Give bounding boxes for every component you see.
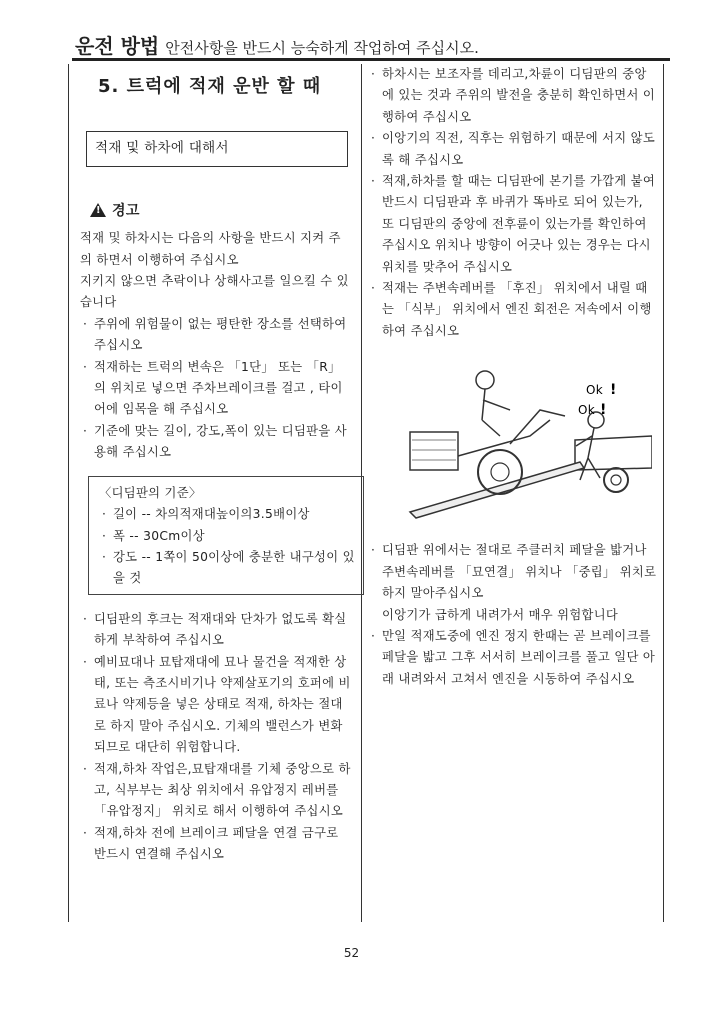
- page-header: [75, 30, 675, 58]
- right-bullet: · 적재,하차를 할 때는 디딤판에 본기를 가깝게 붙여 반드시 디딤판과 후 바퀴가 똑바로 되어 있는가, 또 디딤판의 중앙에 전후륜이 있는가를 확인하여 주십시오 위치나 방향이 어긋나 있는 경우는 다시 위치를 맞추어 주십시오: [368, 171, 658, 278]
- ok-label: Ok: [578, 403, 595, 418]
- right-bullet-note: 이앙기가 급하게 내려가서 매우 위험합니다: [382, 607, 619, 622]
- warning-triangle-icon: !: [90, 203, 106, 217]
- plank-standard-item: · 길이 -- 차의적재대높이의3.5배이상: [99, 504, 355, 525]
- section-subtitle-box: 적재 및 하차에 대해서: [86, 131, 348, 166]
- section-title: 5. 트럭에 적재 운반 할 때: [98, 76, 322, 97]
- plank-standard-item: · 폭 -- 30Cm이상: [99, 526, 355, 547]
- warning-bullet: · 주위에 위험물이 없는 평탄한 장소를 선택하여 주십시오: [80, 314, 352, 357]
- left-bullet: · 디딤판의 후크는 적재대와 단차가 없도록 확실하게 부착하여 주십시오: [80, 609, 352, 652]
- right-bullet: · 이앙기의 직전, 직후는 위험하기 때문에 서지 않도록 해 주십시오: [368, 128, 658, 171]
- header-title: 운전 방법: [75, 34, 160, 58]
- warning-intro-1: 적재 및 하차시는 다음의 사항을 반드시 지켜 주의 하면서 이행하여 주십시오: [80, 231, 341, 267]
- left-column: [80, 76, 355, 866]
- warning-bullet: · 적재하는 트럭의 변속은 「1단」 또는 「R」의 위치로 넣으면 주차브레이크를 걸고 , 타이어에 임목을 해 주십시오: [80, 357, 352, 421]
- warning-heading: [90, 201, 352, 222]
- plank-standard-item: · 강도 -- 1쪽이 50이상에 충분한 내구성이 있을 것: [99, 547, 355, 590]
- right-bullet: · 하차시는 보조자를 데리고,차륜이 디딤판의 중앙에 있는 것과 주위의 발전을 충분히 확인하면서 이행하여 주십시오: [368, 64, 658, 128]
- right-bullet: · 디딤판 위에서는 절대로 주클러치 페달을 밟거나 주변속레버를 「묘연결」 위치나 「중립」 위치로 하지 말아주십시오: [368, 540, 658, 604]
- right-bullet: · 만일 적재도중에 엔진 정지 한때는 곧 브레이크를 페달을 밟고 그후 서서히 브레이크를 풀고 일단 아래 내려와서 고쳐서 엔진을 시동하여 주십시오: [368, 626, 658, 690]
- right-margin-rule: [663, 64, 664, 922]
- plank-standard-title: 〈디딤판의 기준〉: [99, 485, 202, 500]
- loading-illustration: [390, 350, 652, 526]
- right-column: [368, 64, 658, 690]
- left-margin-rule: [68, 64, 69, 922]
- left-bullet: · 적재,하차 전에 브레이크 페달을 연결 금구로 반드시 연결해 주십시오: [80, 823, 352, 866]
- header-subtitle: 안전사항을 반드시 능숙하게 작업하여 주십시오.: [165, 39, 479, 57]
- plank-standard-box: [88, 476, 364, 595]
- ok-label: Ok: [586, 383, 603, 398]
- right-bullet: · 적재는 주변속레버를 「후진」 위치에서 내릴 때는 「식부」 위치에서 엔진 회전은 저속에서 이행하여 주십시오: [368, 278, 658, 342]
- exclamation-icon: !: [600, 402, 607, 419]
- warning-label: 경고: [112, 202, 140, 219]
- left-bullet: · 예비묘대나 묘탑재대에 묘나 물건을 적재한 상태, 또는 측조시비기나 약제살포기의 호퍼에 비료나 약제등을 넣은 상태로 적재, 하차는 절대로 하지 말아 주십시오. 기체의 밸런스가 변화되므로 대단히 위험합니다.: [80, 652, 352, 759]
- left-bullet: · 적재,하차 작업은,묘탑재대를 기체 중앙으로 하고, 식부부는 최상 위치에서 유압정지 레버를 「유압정지」 위치로 해서 이행하여 주십시오: [80, 759, 352, 823]
- page-number: 52: [343, 946, 360, 960]
- exclamation-icon: !: [610, 382, 617, 399]
- warning-intro-2: 지키지 않으면 추락이나 상해사고를 일으킬 수 있습니다: [80, 274, 349, 310]
- header-rule: [72, 58, 670, 61]
- warning-bullet: · 기준에 맞는 길이, 강도,폭이 있는 디딤판을 사용해 주십시오: [80, 421, 352, 464]
